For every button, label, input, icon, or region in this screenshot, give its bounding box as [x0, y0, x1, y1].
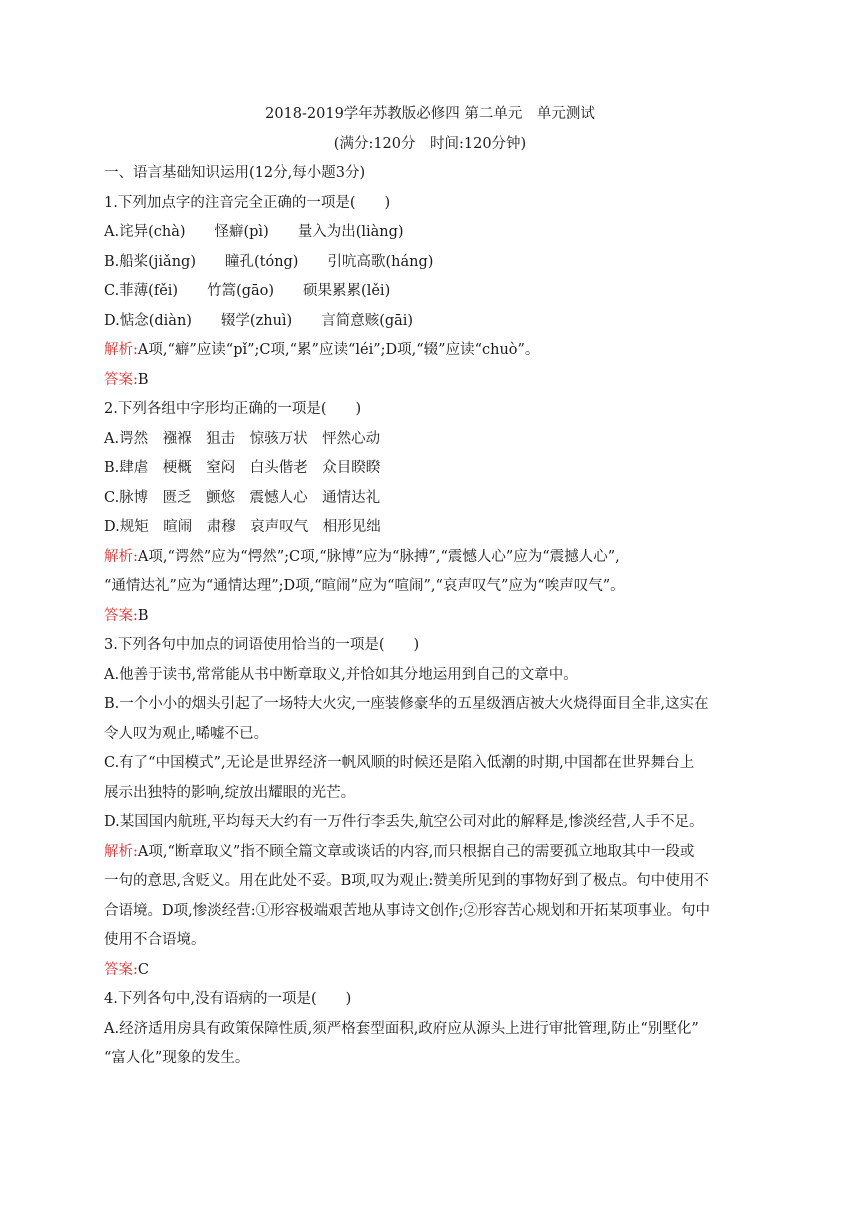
question-3-analysis-line-1 — [104, 842, 694, 862]
question-3-analysis-line-4: 使用不合语境。 — [104, 932, 206, 948]
analysis-label: 解析: — [104, 844, 138, 860]
question-3-stem: 3.下列各句中加点的词语使用恰当的一项是( ) — [104, 637, 420, 653]
answer-label: 答案: — [104, 608, 138, 624]
question-1-answer — [104, 370, 149, 390]
answer-label: 答案: — [104, 372, 138, 388]
question-3-analysis-line-3: 合语境。D项,惨淡经营:①形容极端艰苦地从事诗文创作;②形容苦心规划和开拓某项事业。句中 — [104, 903, 711, 919]
section-heading: 一、语言基础知识运用(12分,每小题3分) — [104, 165, 366, 181]
question-3-answer — [104, 960, 149, 980]
question-2-analysis-line-2: “通情达礼”应为“通情达理”;D项,“暄闹”应为“喧闹”,“哀声叹气”应为“唉声叹气”。 — [104, 578, 625, 594]
question-1-option-a: A.诧异(chà) 怪癖(pì) 量入为出(liàng) — [104, 224, 404, 240]
question-3-option-d: D.某国国内航班,平均每天大约有一万件行李丢失,航空公司对此的解释是,惨淡经营,人手不足。 — [104, 814, 704, 830]
analysis-label: 解析: — [104, 549, 138, 565]
question-1-analysis — [104, 340, 539, 360]
question-3-option-c-line-1: C.有了“中国模式”,无论是世界经济一帆风顺的时候还是陷入低潮的时期,中国都在世界舞台上 — [104, 755, 695, 771]
question-3-option-a: A.他善于读书,常常能从书中断章取义,并恰如其分地运用到自己的文章中。 — [104, 667, 578, 683]
question-4-option-a-line-1: A.经济适用房具有政策保障性质,须严格套型面积,政府应从源头上进行审批管理,防止“别墅化” — [104, 1021, 699, 1037]
document-title: 2018-2019学年苏教版必修四 第二单元 单元测试 — [265, 106, 595, 122]
question-3-analysis-line-2: 一句的意思,含贬义。用在此处不妥。B项,叹为观止:赞美所见到的事物好到了极点。句中使用不 — [104, 873, 709, 889]
question-2-stem: 2.下列各组中字形均正确的一项是( ) — [104, 401, 362, 417]
analysis-text: A项,“断章取义”指不顾全篇文章或谈话的内容,而只根据自己的需要孤立地取其中一段或 — [137, 844, 695, 860]
question-1-option-b: B.船桨(jiǎng) 瞳孔(tóng) 引吭高歌(háng) — [104, 254, 434, 270]
question-3-option-b-line-2: 令人叹为观止,唏嘘不已。 — [104, 726, 269, 742]
question-2-option-a: A.谔然 襁褓 狙击 惊骇万状 怦然心动 — [104, 431, 381, 447]
question-2-option-d: D.规矩 暄闹 肃穆 哀声叹气 相形见绌 — [104, 519, 381, 535]
analysis-text: A项,“谔然”应为“愕然”;C项,“脉博”应为“脉搏”,“震憾人心”应为“震撼人心”, — [137, 549, 620, 565]
question-2-option-c: C.脉博 匮乏 颤悠 震憾人心 通情达礼 — [104, 490, 381, 506]
question-2-option-b: B.肆虐 梗概 窒闷 白头偕老 众目睽睽 — [104, 460, 381, 476]
analysis-text: A项,“癖”应读“pǐ”;C项,“累”应读“léi”;D项,“辍”应读“chuò”。 — [137, 342, 540, 358]
question-3-option-c-line-2: 展示出独特的影响,绽放出耀眼的光芒。 — [104, 785, 356, 801]
analysis-label: 解析: — [104, 342, 138, 358]
question-4-stem: 4.下列各句中,没有语病的一项是( ) — [104, 991, 352, 1007]
document-subtitle: (满分:120分 时间:120分钟) — [333, 136, 527, 152]
question-1-option-d: D.惦念(diàn) 辍学(zhuì) 言简意赅(gāi) — [104, 313, 414, 329]
question-2-analysis-line-1 — [104, 547, 620, 567]
answer-label: 答案: — [104, 962, 138, 978]
answer-value: B — [137, 608, 149, 624]
question-3-option-b-line-1: B.一个小小的烟头引起了一场特大火灾,一座装修豪华的五星级酒店被大火烧得面目全非,这实在 — [104, 696, 709, 712]
question-1-option-c: C.菲薄(fěi) 竹篙(gāo) 硕果累累(lěi) — [104, 283, 391, 299]
answer-value: B — [137, 372, 149, 388]
question-2-answer — [104, 606, 149, 626]
answer-value: C — [137, 962, 149, 978]
question-4-option-a-line-2: “富人化”现象的发生。 — [104, 1050, 250, 1066]
question-1-stem: 1.下列加点字的注音完全正确的一项是( ) — [104, 195, 391, 211]
